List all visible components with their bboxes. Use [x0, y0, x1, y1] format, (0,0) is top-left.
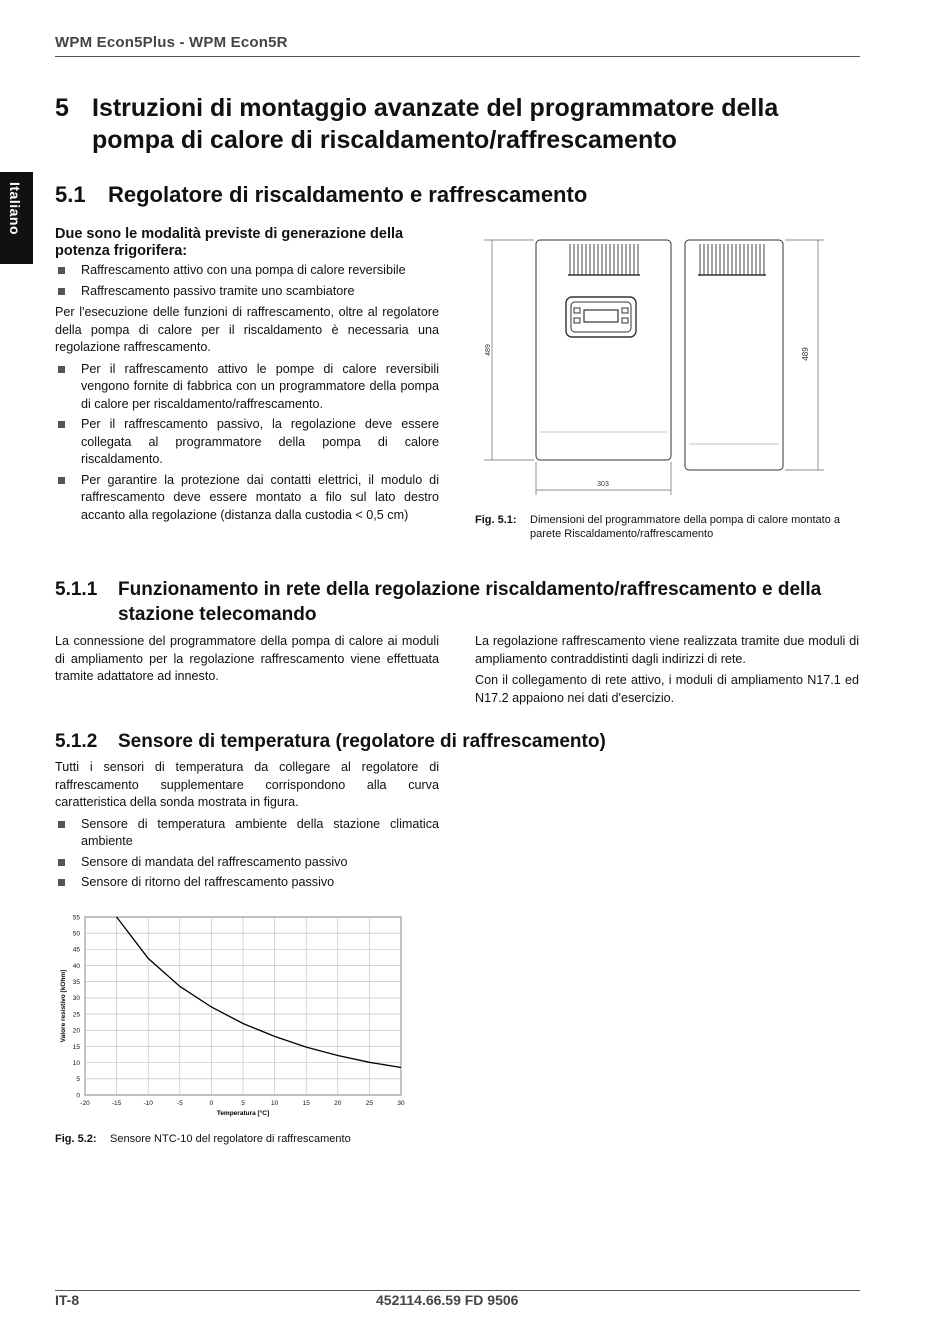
figure-5-2-caption: [55, 1132, 455, 1148]
list-item: Sensore di temperatura ambiente della stazione climatica ambiente: [55, 816, 439, 851]
intro-column: [55, 226, 439, 528]
network-connection-text: La connessione del programmatore della pompa di calore ai moduli di ampliamento per la regolazione raffrescamento viene effettuata tramite adattatore ad innesto.: [55, 634, 439, 683]
chart-series-line: [117, 917, 401, 1068]
chart-x-tick-label: -20: [80, 1100, 90, 1107]
subsection-title: Funzionamento in rete della regolazione riscaldamento/raffrescamento e della stazione telecomando: [118, 579, 822, 625]
list-item: Sensore di mandata del raffrescamento passivo: [55, 854, 439, 872]
chart-x-tick-label: 5: [241, 1100, 245, 1107]
subsection-5-1-2-heading: [55, 729, 855, 755]
chart-x-tick-label: 10: [270, 1100, 279, 1107]
subsection-number: 5.1.2: [55, 731, 98, 752]
language-side-tab-label: Italiano: [7, 182, 23, 236]
chart-x-tick-label: -15: [111, 1100, 122, 1107]
chart-y-tick-label: 5: [76, 1076, 80, 1084]
document-header-title: WPM Econ5Plus - WPM Econ5R: [55, 34, 288, 51]
ntc-sensor-chart: [55, 908, 415, 1123]
chart-x-tick-label: 25: [365, 1100, 374, 1107]
intro-lead: Due sono le modalità previste di generazione della potenza frigorifera:: [55, 226, 404, 259]
chart-y-tick-label: 25: [72, 1011, 80, 1019]
chart-y-tick-label: 10: [72, 1059, 80, 1067]
square-bullet-icon: [58, 288, 65, 295]
list-item: Raffrescamento passivo tramite uno scambiatore: [55, 283, 439, 301]
chapter-number: 5: [55, 94, 69, 122]
subsection-5-1-1-heading: [55, 577, 855, 627]
square-bullet-icon: [58, 366, 65, 373]
footer-page-number: IT-8: [55, 1292, 80, 1308]
chart-y-tick-label: 35: [72, 979, 80, 987]
list-item: Per il raffrescamento passivo, la regolazione deve essere collegata al programmatore della pompa di calore riscaldamento.: [55, 416, 439, 469]
chart-y-tick-label: 20: [72, 1027, 80, 1035]
sensor-paragraph: Tutti i sensori di temperatura da collegare al regolatore di raffrescamento supplementare corrispondono alla curva caratteristica della sonda mostrata in figura.: [55, 760, 439, 809]
chapter-title: Istruzioni di montaggio avanzate del programmatore della pompa di calore di riscaldamento/raffrescamento: [92, 94, 779, 154]
subsection-5-1-1-left-column: [55, 633, 439, 690]
chart-y-tick-label: 30: [72, 995, 80, 1003]
intro-paragraph: Per l'esecuzione delle funzioni di raffrescamento, oltre al regolatore della pompa di calore per il riscaldamento è necessaria una regolazione raffrescamento.: [55, 305, 439, 354]
subsection-number: 5.1.1: [55, 579, 98, 600]
figure-5-1-text: Dimensioni del programmatore della pompa di calore montato a parete Riscaldamento/raffrescamento: [530, 514, 840, 540]
chart-x-tick-label: 20: [334, 1100, 342, 1107]
list-item: Per garantire la protezione dai contatti elettrici, il modulo di raffrescamento deve essere montato a filo sul lato destro accanto alla regolazione (distanza dalla custodia < 0,5 cm): [55, 472, 439, 525]
section-title: Regolatore di riscaldamento e raffrescamento: [108, 182, 588, 207]
footer-rule: [55, 1290, 860, 1291]
chart-x-tick-label: 30: [397, 1100, 405, 1107]
square-bullet-icon: [58, 477, 65, 484]
list-item: Raffrescamento attivo con una pompa di calore reversibile: [55, 262, 439, 280]
chart-y-tick-label: 0: [76, 1092, 80, 1100]
footer-document-code: 452114.66.59 FD 9506: [376, 1292, 519, 1308]
chart-y-tick-label: 15: [72, 1043, 80, 1051]
chart-x-tick-label: -5: [176, 1100, 183, 1107]
chart-y-tick-label: 40: [72, 962, 80, 970]
controller-dimension-drawing: [478, 232, 860, 500]
square-bullet-icon: [58, 879, 65, 886]
square-bullet-icon: [58, 821, 65, 828]
dimension-width: 303: [597, 481, 609, 488]
chart-y-tick-label: 50: [72, 930, 80, 938]
figure-5-1-caption: [475, 513, 865, 557]
chart-y-axis-label: Valore resistivo [kOhm]: [60, 969, 67, 1043]
intro-bullet-list: [55, 262, 439, 300]
subsection-title: Sensore di temperatura (regolatore di raffrescamento): [118, 731, 606, 752]
figure-5-1-label: Fig. 5.1:: [475, 514, 517, 526]
list-item: Per il raffrescamento attivo le pompe di calore reversibili vengono fornite di fabbrica con un programmatore della pompa di calore per riscaldamento/raffrescamento.: [55, 361, 439, 414]
chart-x-tick-label: -10: [143, 1100, 153, 1107]
square-bullet-icon: [58, 267, 65, 274]
intro-notes-list: [55, 361, 439, 525]
chart-x-axis-label: Temperatura [°C]: [216, 1110, 270, 1117]
square-bullet-icon: [58, 859, 65, 866]
language-side-tab: [0, 172, 33, 264]
chart-x-tick-label: 0: [209, 1100, 214, 1107]
network-modules-text: La regolazione raffrescamento viene realizzata tramite due moduli di ampliamento contraddistinti dagli indirizzi di rete.: [475, 634, 859, 666]
section-number: 5.1: [55, 182, 86, 207]
list-item: Sensore di ritorno del raffrescamento passivo: [55, 874, 439, 892]
subsection-5-1-2-column: [55, 759, 439, 896]
network-active-text: Con il collegamento di rete attivo, i moduli di ampliamento N17.1 ed N17.2 appaiono nei dati d'esercizio.: [475, 673, 859, 705]
figure-5-2-label: Fig. 5.2:: [55, 1133, 97, 1145]
dimension-height-left: 489: [485, 344, 492, 356]
chart-x-tick-label: 15: [302, 1100, 310, 1107]
header-rule: [55, 56, 860, 57]
chart-y-tick-label: 55: [72, 914, 80, 922]
figure-5-2-text: Sensore NTC-10 del regolatore di raffrescamento: [110, 1133, 351, 1145]
dimension-height-right: 489: [801, 347, 810, 361]
sensor-bullet-list: [55, 816, 439, 892]
chart-y-tick-label: 45: [72, 946, 80, 954]
subsection-5-1-1-right-column: [475, 633, 859, 711]
square-bullet-icon: [58, 421, 65, 428]
